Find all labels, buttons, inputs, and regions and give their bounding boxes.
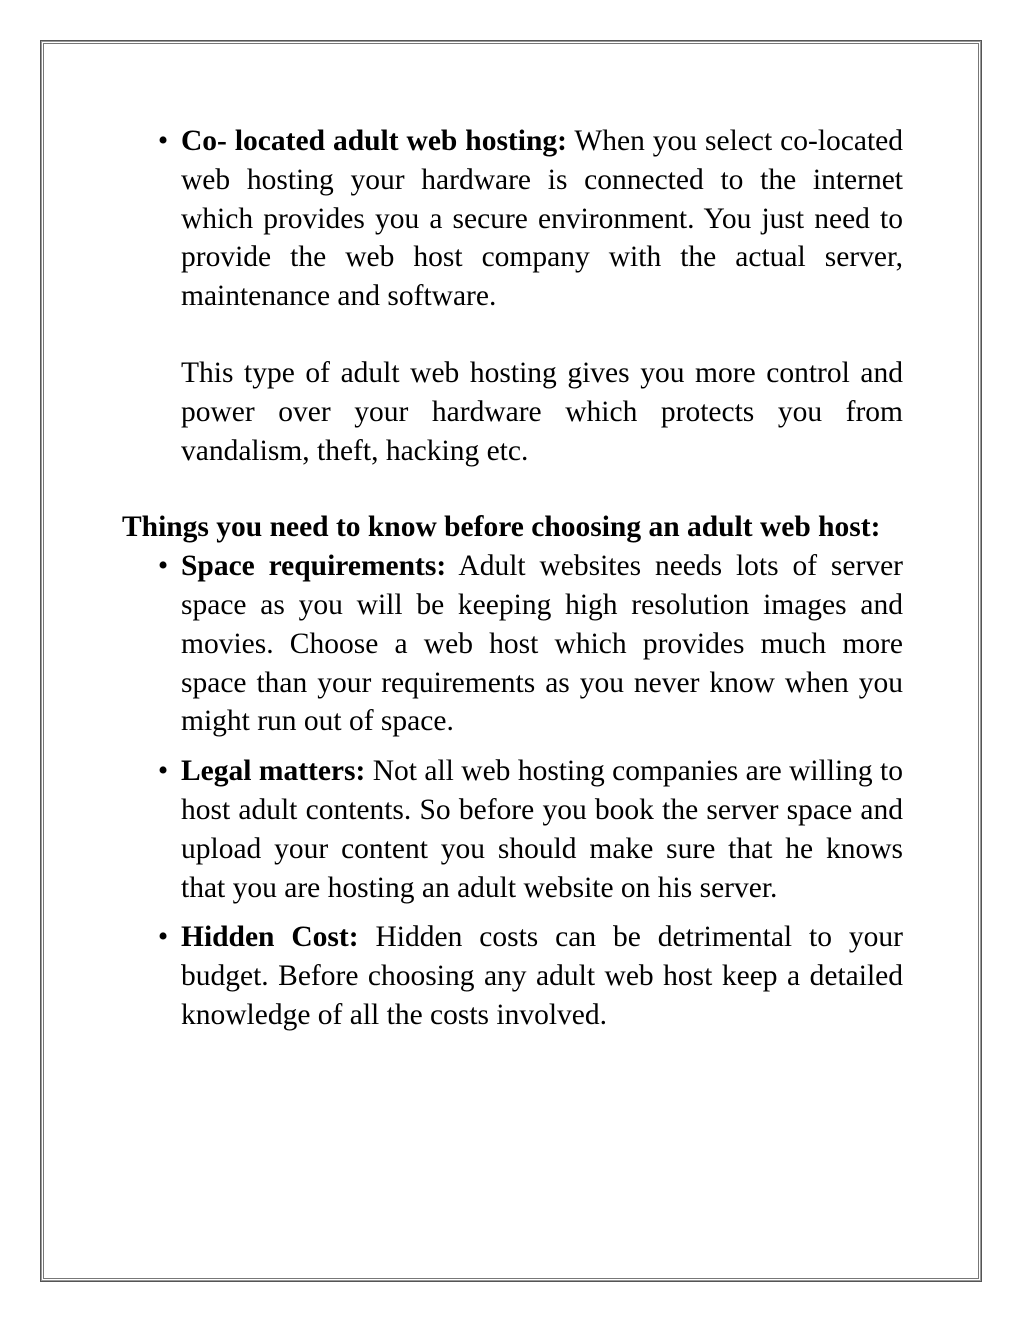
bullet-icon: • — [157, 755, 169, 788]
list-item-colocated — [122, 122, 903, 316]
document-body — [122, 122, 903, 1035]
considerations-list — [122, 547, 903, 1035]
text-hidden-cost: Hidden costs can be detrimental to your budget. Before choosing any adult web host keep a detailed knowledge of all the costs involved. — [181, 921, 903, 1031]
term-legal: Legal matters: — [181, 755, 366, 788]
section-heading: Things you need to know before choosing an adult web host: — [122, 511, 881, 544]
term-hidden-cost: Hidden Cost: — [181, 921, 359, 954]
paragraph-colocated-followup: This type of adult web hosting gives you more control and power over your hardware which protects you from vandalism, theft, hacking etc. — [181, 356, 903, 467]
text-space: Adult websites needs lots of server space as you will be keeping high resolution images and movies. Choose a web host which provides much more space than your requirements as you never know when you might run out of space. — [181, 550, 903, 738]
list-item-hidden-cost — [122, 918, 903, 1034]
bullet-icon: • — [157, 550, 169, 583]
text-colocated: When you select co-located web hosting your hardware is connected to the internet which provides you a secure environment. You just need to provide the web host company with the actual server, maintenance and software. — [181, 125, 903, 313]
list-item-legal — [122, 752, 903, 907]
list-item-space — [122, 547, 903, 741]
term-colocated: Co- located adult web hosting: — [181, 125, 567, 157]
term-space: Space requirements: — [181, 550, 447, 583]
bullet-icon: • — [157, 125, 169, 157]
text-legal: Not all web hosting companies are willing to host adult contents. So before you book the server space and upload your content you should make sure that he knows that you are hosting an adult website on his server. — [181, 755, 904, 904]
colocated-list — [122, 122, 903, 316]
bullet-icon: • — [157, 921, 169, 954]
